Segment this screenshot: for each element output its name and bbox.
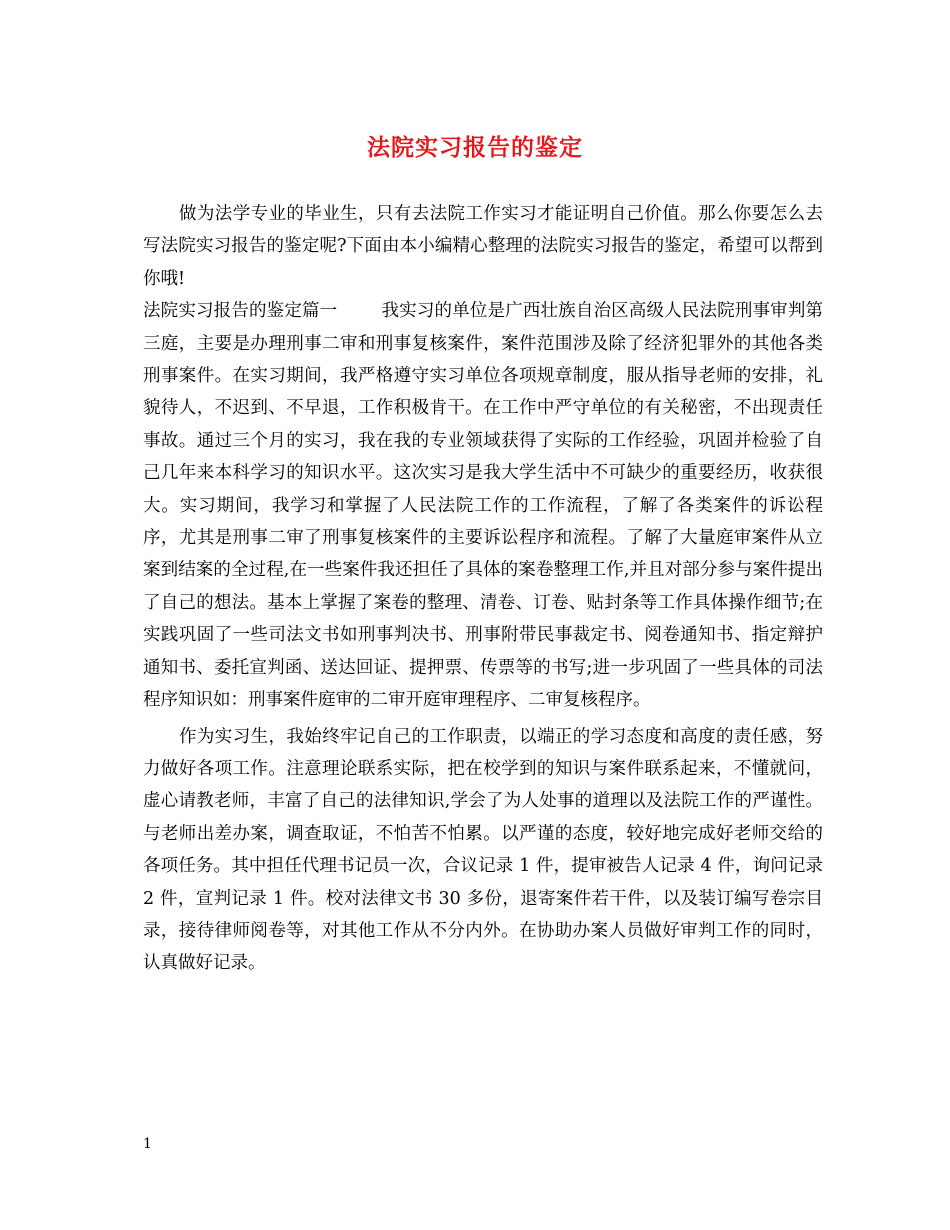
section-paragraph-text: 我实习的单位是广西壮族自治区高级人民法院刑事审判第三庭，主要是办理刑事二审和刑事复核案件，案件范围涉及除了经济犯罪外的其他各类刑事案件。在实习期间，我严格遵守实习单位各项规章制度，服从指导老师的安排，礼貌待人，不迟到、不早退，工作积极肯干。在工作中严守单位的有关秘密，不出现责任事故。通过三个月的实习，我在我的专业领域获得了实际的工作经验，巩固并检验了自己几年来本科学习的知识水平。这次实习是我大学生活中不可缺少的重要经历，收获很大。实习期间，我学习和掌握了人民法院工作的工作流程，了解了各类案件的诉讼程序，尤其是刑事二审了刑事复核案件的主要诉讼程序和流程。了解了大量庭审案件从立案到结案的全过程,在一些案件我还担任了具体的案卷整理工作,并且对部分参与案件提出了自己的想法。基本上掌握了案卷的整理、清卷、订卷、贴封条等工作具体操作细节;在实践巩固了一些司法文书如刑事判决书、刑事附带民事裁定书、阅卷通知书、指定辩护通知书、委托宣判函、送达回证、提押票、传票等的书写;进一步巩固了一些具体的司法程序知识如：刑事案件庭审的二审开庭审理程序、二审复核程序。 — [143, 301, 824, 711]
document-title: 法院实习报告的鉴定 — [367, 134, 583, 161]
paragraph-3: 作为实习生，我始终牢记自己的工作职责，以端正的学习态度和高度的责任感，努力做好各项工作。注意理论联系实际，把在校学到的知识与案件联系起来，不懂就问，虚心请教老师，丰富了自己的法律知识,学会了为人处事的道理以及法院工作的严谨性。与老师出差办案，调查取证，不怕苦不怕累。以严谨的态度，较好地完成好老师交给的各项任务。其中担任代理书记员一次，合议记录 1 件，提审被告人记录 4 件，询问记录 2 件，宣判记录 1 件。校对法律文书 30 多份，退寄案件若干件，以及装订编写卷宗目录，接待律师阅卷等，对其他工作从不分内外。在协助办案人员做好审判工作的同时，认真做好记录。 — [143, 726, 823, 974]
section-one-paragraph — [143, 295, 823, 716]
section-heading: 法院实习报告的鉴定篇一 — [143, 301, 338, 322]
intro-paragraph: 做为法学专业的毕业生，只有去法院工作实习才能证明自己价值。那么你要怎么去写法院实习报告的鉴定呢?下面由本小编精心整理的法院实习报告的鉴定，希望可以帮到你哦! — [143, 204, 823, 289]
document-body — [143, 198, 823, 980]
page-number: 1 — [143, 1136, 152, 1152]
